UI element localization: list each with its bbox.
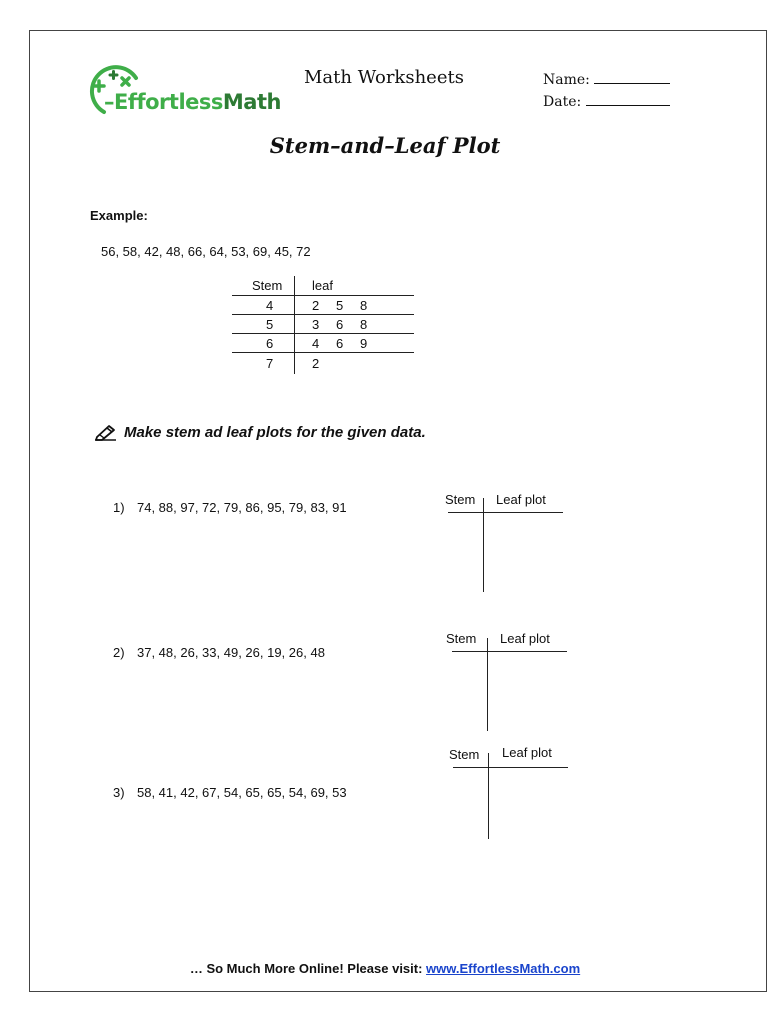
name-field	[543, 71, 670, 88]
table-row-leaf: 3	[312, 317, 320, 332]
table-row-stem: 4	[266, 298, 274, 313]
example-label: Example:	[90, 208, 148, 223]
table-row-stem: 7	[266, 356, 274, 371]
table-row-leaf: 2	[312, 298, 320, 313]
plot-horizontal-line	[448, 512, 563, 513]
date-field	[543, 93, 670, 110]
pencil-icon	[94, 423, 118, 441]
logo-text	[104, 90, 281, 114]
logo-text-math: Math	[222, 90, 281, 114]
plot-stem-label: Stem	[446, 631, 477, 646]
table-rule	[232, 333, 414, 334]
plot-leaf-label: Leaf plot	[502, 745, 552, 760]
problem-number: 2)	[113, 645, 125, 660]
plot-horizontal-line	[453, 767, 568, 768]
footer-link[interactable]: www.EffortlessMath.com	[426, 961, 581, 976]
table-rule	[232, 352, 414, 353]
table-row-leaf: 8	[360, 317, 368, 332]
date-label: Date:	[543, 94, 582, 110]
worksheet-title: Math Worksheets	[304, 67, 464, 88]
table-row-leaf: 6	[336, 336, 344, 351]
table-divider	[294, 276, 295, 374]
instruction	[94, 423, 426, 441]
table-row-leaf: 6	[336, 317, 344, 332]
name-label: Name:	[543, 72, 590, 88]
table-row-leaf: 5	[336, 298, 344, 313]
instruction-text: Make stem ad leaf plots for the given data.	[124, 423, 426, 441]
plot-leaf-label: Leaf plot	[500, 631, 550, 646]
problem-number: 1)	[113, 500, 125, 515]
table-row-stem: 5	[266, 317, 274, 332]
plot-vertical-line	[487, 638, 488, 731]
problem-data: 74, 88, 97, 72, 79, 86, 95, 79, 83, 91	[137, 500, 347, 515]
logo-text-effortless: –Effortless	[104, 90, 223, 114]
table-row-stem: 6	[266, 336, 274, 351]
date-blank	[586, 93, 670, 106]
table-row-leaf: 8	[360, 298, 368, 313]
table-row-leaf: 9	[360, 336, 368, 351]
table-row-leaf: 2	[312, 356, 320, 371]
name-blank	[594, 71, 670, 84]
page-title: Stem–and–Leaf Plot	[269, 133, 501, 158]
table-row-leaf: 4	[312, 336, 320, 351]
stem-header: Stem	[252, 278, 283, 293]
plot-horizontal-line	[452, 651, 567, 652]
plot-vertical-line	[483, 498, 484, 592]
footer	[0, 961, 770, 976]
plot-stem-label: Stem	[445, 492, 476, 507]
table-rule	[232, 295, 414, 296]
plot-stem-label: Stem	[449, 747, 480, 762]
plot-leaf-label: Leaf plot	[496, 492, 546, 507]
leaf-header: leaf	[312, 278, 333, 293]
problem-number: 3)	[113, 785, 125, 800]
table-rule	[232, 314, 414, 315]
example-data: 56, 58, 42, 48, 66, 64, 53, 69, 45, 72	[101, 244, 311, 259]
footer-text: … So Much More Online! Please visit:	[189, 961, 427, 976]
example-table	[232, 276, 414, 376]
problem-data: 37, 48, 26, 33, 49, 26, 19, 26, 48	[137, 645, 325, 660]
plot-vertical-line	[488, 753, 489, 839]
problem-data: 58, 41, 42, 67, 54, 65, 65, 54, 69, 53	[137, 785, 347, 800]
